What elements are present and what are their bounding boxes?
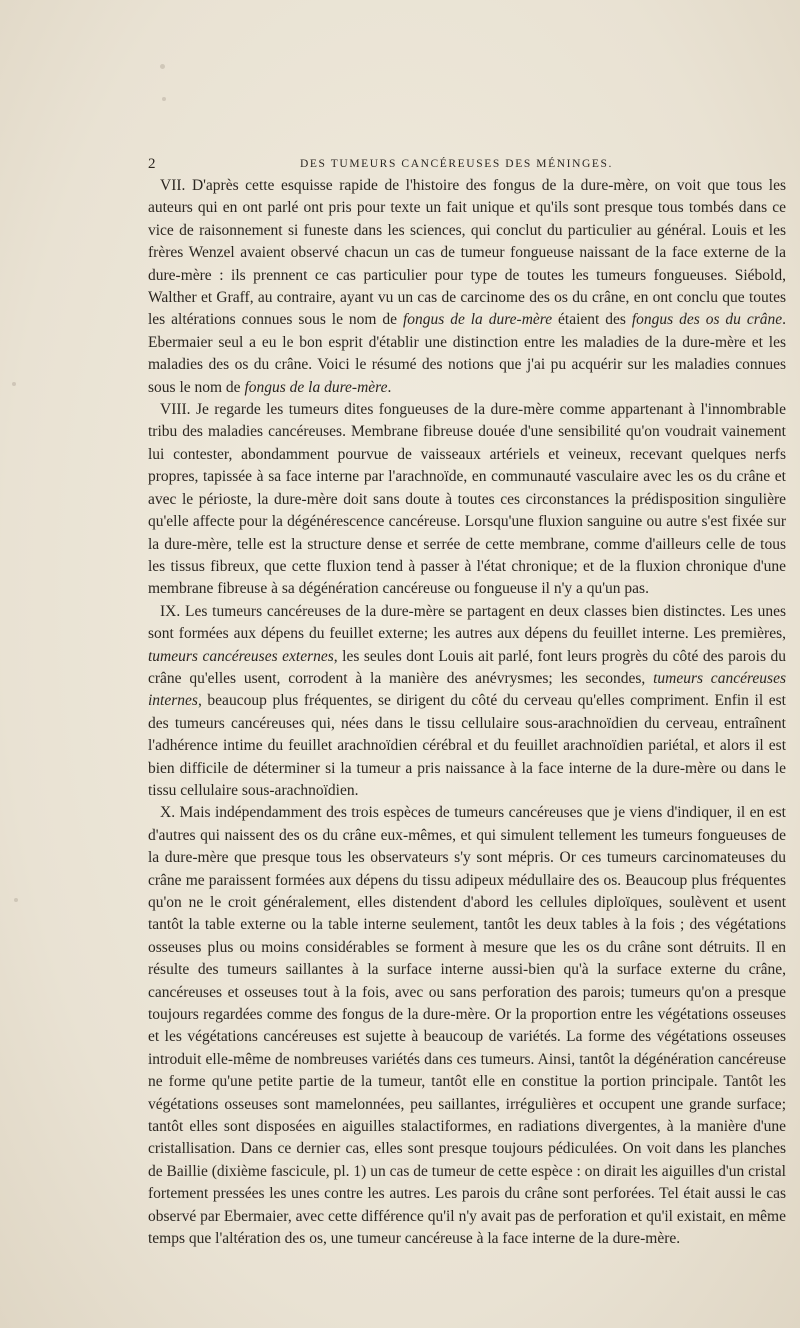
text-run: . Ebermaier seul a eu le bon esprit d'établir une distinction entre les maladies de la dure-mère et les maladies des os du crâne. Voici le résumé des notions que j'ai pu acquérir sur les maladies connues sous le nom de bbox=[148, 311, 786, 396]
text-run: VIII. Je regarde les tumeurs dites fongueuses de la dure-mère comme appartenant à l'innombrable tribu des maladies cancéreuses. Membrane fibreuse douée d'une sensibilité qu'on voudrait vainement lui contester, abondamment pourvue de vaisseaux artériels et veineux, recevant quelques nerfs propres, tapissée à sa face interne par l'arachnoïde, en communauté vasculaire avec les os du crâne et avec le périoste, la dure-mère doit sans doute à toutes ces circonstances la prédisposition singulière qu'elle affecte pour la dégénérescence cancéreuse. Lorsqu'une fluxion sanguine ou autre s'est fixée sur la dure-mère, telle est la structure dense et serrée de cette membrane, comme d'ailleurs celle de tous les tissus fibreux, que cette fluxion tend à passer à l'état chronique; et de la fluxion chronique d'une membrane fibreuse à sa dégénération cancéreuse ou fongueuse il n'y a qu'un pas. bbox=[148, 401, 786, 598]
paragraph-viii bbox=[148, 399, 786, 601]
italic-term: tumeurs cancéreuses internes bbox=[148, 669, 786, 710]
text-run: , les seules dont Louis ait parlé, font leurs progrès du côté des parois du crâne qu'elles usent, corrodent à la manière des anévrysmes; les secondes, bbox=[148, 647, 786, 687]
italic-term: fongus des os du crâne bbox=[631, 311, 783, 329]
paper-stain bbox=[12, 382, 16, 386]
text-run: X. Mais indépendamment des trois espèces de tumeurs cancéreuses que je viens d'indiquer, il en est d'autres qui naissent des os du crâne eux-mêmes, et qui simulent tellement les tumeurs fongueuses de la dure-mère que presque tous les observateurs s'y sont mépris. Or ces tumeurs carcinomateuses du crâne me paraissent formées aux dépens du tissu adipeux médullaire des os. Beaucoup plus fréquentes qu'on ne le croit généralement, elles distendent d'abord les cellules diploïques, soulèvent et usent tantôt la table externe ou la table interne seulement, tantôt les deux tables à la fois ; des végétations osseuses plus ou moins considérables se forment à mesure que les os du crâne sont détruits. Il en résulte des tumeurs saillantes à la surface interne aussi-bien qu'à la surface externe du crâne, cancéreuses et osseuses tout à la fois, avec ou sans perforation des parois; tumeurs qu'on a presque toujours regardées comme des fongus de la dure-mère. Or la proportion entre les végétations osseuses et les végétations cancéreuses est sujette à beaucoup de variétés. La forme des végétations osseuses introduit elle-même de nombreuses variétés dans ces tumeurs. Ainsi, tantôt la dégénération cancéreuse ne forme qu'une petite partie de la tumeur, tantôt elle en constitue la portion principale. Tantôt les végétations osseuses sont mamelonnées, peu saillantes, irrégulières et occupent une grande surface; tantôt elles sont disposées en aiguilles stalactiformes, en radiations divergentes, à la manière d'une cristallisation. Dans ce dernier cas, elles sont presque toujours pédiculées. On voit dans les planches de Baillie (dixième fascicule, pl. 1) un cas de tumeur de cette espèce : on dirait les aiguilles d'un cristal fortement pressées les unes contre les autres. Les parois du crâne sont perforées. Tel était aussi le cas observé par Ebermaier, avec cette différence qu'il n'y avait pas de perforation et qu'il existait, en même temps que l'altération des os, une tumeur cancéreuse à la face interne de la dure-mère. bbox=[148, 804, 786, 1248]
text-run: VII. D'après cette esquisse rapide de l'histoire des fongus de la dure-mère, on voit que tous les auteurs qui en ont parlé ont pris pour texte un fait unique et qu'ils sont presque tous tombés dans ce vice de raisonnement si funeste dans les sciences, qui conclut du particulier au général. Louis et les frères Wenzel avaient observé chacun un cas de tumeur fongueuse naissant de la face externe de la dure-mère : ils prennent ce cas particulier pour type de toutes les tumeurs fongueuses. Siébold, Walther et Graff, au contraire, ayant vu un cas de carcinome des os du crâne, en ont conclu que toutes les altérations connues sous le nom de bbox=[148, 177, 786, 329]
page-header bbox=[148, 156, 668, 176]
paper-stain bbox=[160, 64, 165, 69]
text-run: , beaucoup plus fréquentes, se dirigent du côté du cerveau qu'elles compriment. Enfin il est des tumeurs cancéreuses qui, nées dans le tissu cellulaire sous-arachnoïdien du cerveau, entraînent l'adhérence intime du feuillet arachnoïdien cérébral et du feuillet arachnoïdien pariétal, et alors il est bien difficile de déterminer si la tumeur a pris naissance à la face interne de la dure-mère ou dans le tissu cellulaire sous-arachnoïdien. bbox=[148, 692, 786, 799]
paper-stain bbox=[162, 97, 166, 101]
paragraph-ix bbox=[148, 601, 786, 803]
text-run: étaient des bbox=[552, 311, 632, 329]
text-run: . bbox=[387, 378, 392, 396]
running-title: DES TUMEURS CANCÉREUSES DES MÉNINGES. bbox=[300, 158, 613, 170]
text-run: IX. Les tumeurs cancéreuses de la dure-mère se partagent en deux classes bien distinctes. Les unes sont formées aux dépens du feuillet externe; les autres aux dépens du feuillet interne. Les premières, bbox=[148, 602, 786, 643]
body-text bbox=[148, 175, 786, 1251]
italic-term: fongus de la dure-mère bbox=[244, 378, 388, 396]
page-number: 2 bbox=[148, 156, 156, 172]
italic-term: fongus de la dure-mère bbox=[402, 311, 553, 329]
paper-stain bbox=[14, 898, 18, 902]
paragraph-vii bbox=[148, 175, 786, 399]
italic-term: tumeurs cancéreuses externes bbox=[148, 647, 334, 665]
paragraph-x bbox=[148, 802, 786, 1250]
